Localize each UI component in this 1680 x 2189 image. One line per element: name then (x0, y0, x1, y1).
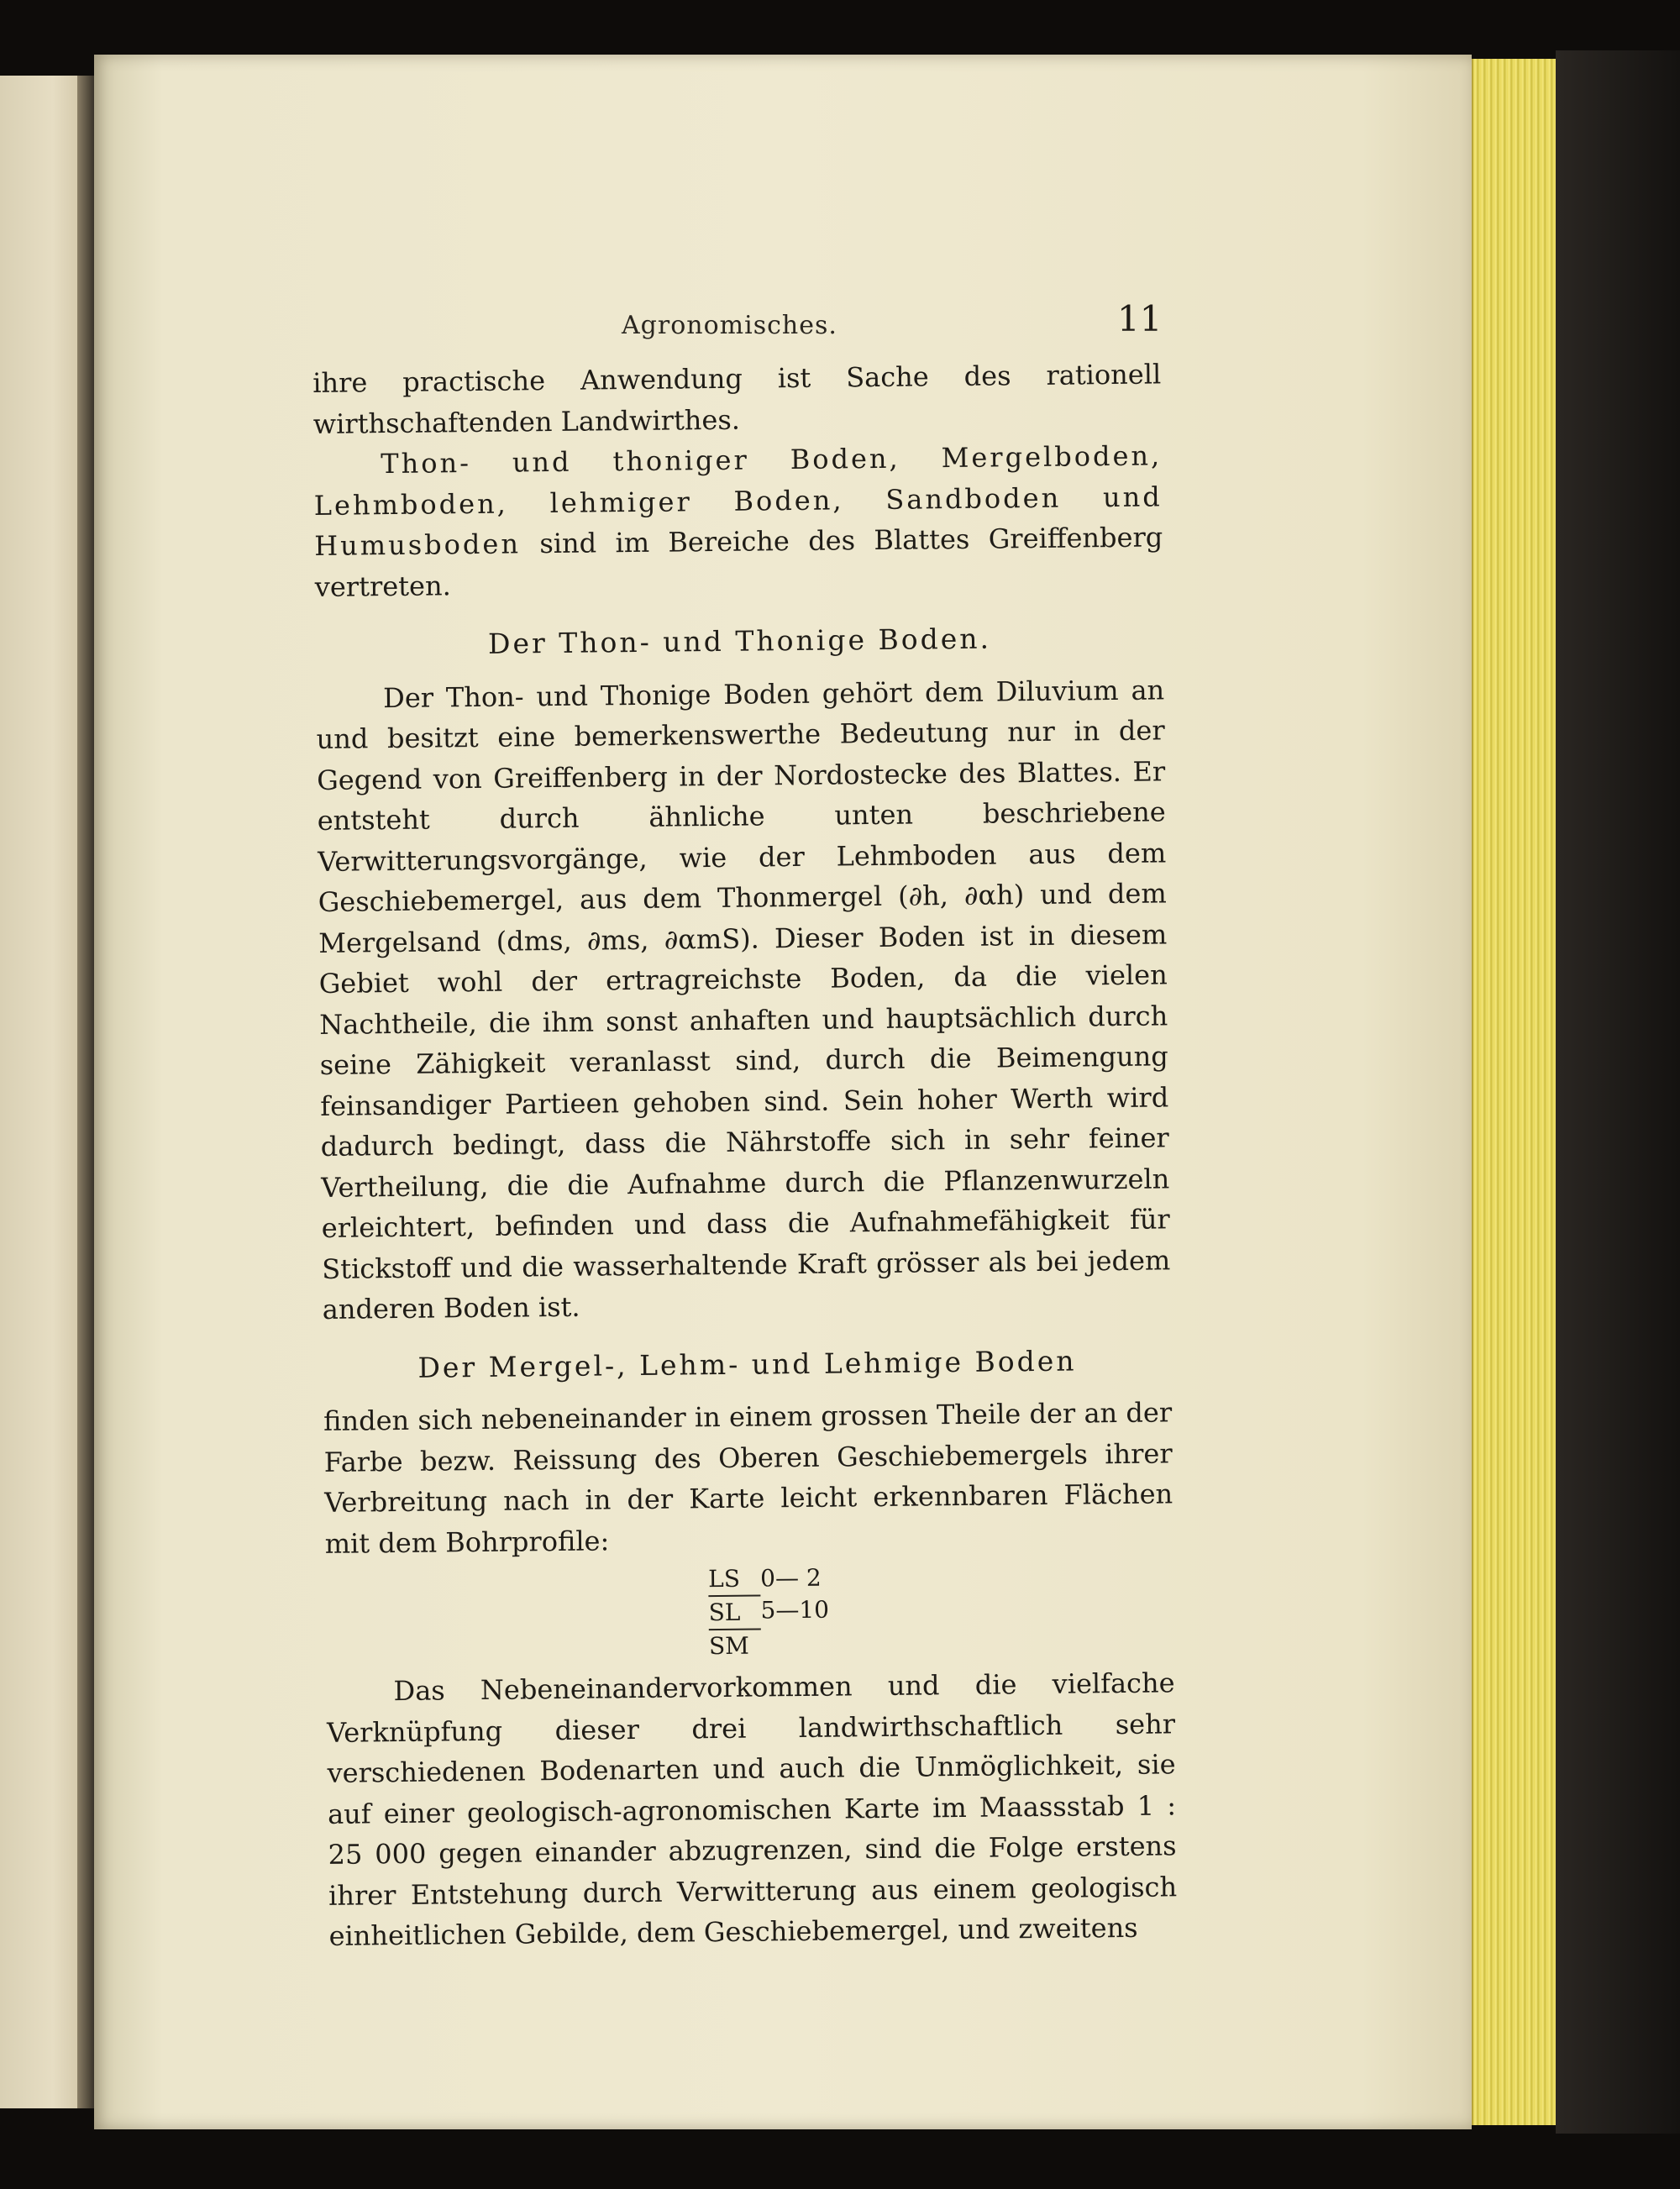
paragraph-3: Der Thon- und Thonige Boden gehört dem Diluvium an und besitzt eine bemerkenswerthe Bedeutung nur in der Gegend von Greiffenberg in der Nordostecke des Blattes. Er entsteht durch ähnliche unten beschriebene Verwitterungsvorgänge, wie der Lehmboden aus dem Geschiebemergel, aus dem Thonmergel (∂h, ∂αh) und dem Mergelsand (dms, ∂ms, ∂αmS). Dieser Boden ist in diesem Gebiet wohl der ertragreichste Boden, da die vielen Nachtheile, die ihm sonst anhaften und hauptsächlich durch seine Zähigkeit veranlasst sind, durch die Beimengung feinsandiger Partieen gehoben sind. Sein hoher Werth wird dadurch bedingt, dass die Nährstoffe sich in sehr feiner Vertheilung, die die Aufnahme durch die Pflanzenwurzeln erleichtert, befinden und dass die Aufnahmefähigkeit für Stickstoff und die wasserhaltende Kraft grösser als bei jedem anderen Boden ist. (316, 673, 1171, 1325)
paragraph-2-rest: sind im Bereiche des Blattes Greiffenberg vertreten. (314, 521, 1163, 603)
running-title: Agronomisches. (622, 311, 837, 340)
section-heading-thon: Der Thon- und Thonige Boden. (487, 622, 992, 660)
profile-row (709, 1627, 877, 1662)
paragraph-1: ihre practische Anwendung ist Sache des rationell wirthschaftenden Landwirthes. (312, 358, 1162, 440)
page-number: 11 (1117, 298, 1163, 339)
page-edges (1472, 59, 1557, 2125)
paragraph-5: Das Nebeneinandervorkommen und die vielfache Verknüpfung dieser drei landwirthschaftlich sehr verschiedenen Bodenarten und auch die Unmöglichkeit, sie auf einer geologisch-agronomischen Karte im Maassstab 1 : 25 000 gegen einander abzugrenzen, sind die Folge erstens ihrer Entstehung durch Verwitterung aus einem geologisch einheitlichen Gebilde, dem Geschiebemergel, und zweitens (326, 1667, 1178, 1952)
paragraph-2 (313, 435, 1163, 607)
soil-types-spaced: Thon- und thoniger Boden, Mergelboden, Lehmboden, lehmiger Boden, Sandboden und Humusboden (313, 439, 1163, 562)
profile-row (708, 1562, 876, 1595)
text-block (312, 354, 1178, 1956)
profile-depth: 0— 2 (760, 1563, 822, 1593)
profile-row (708, 1593, 876, 1629)
profile-code: SM (709, 1628, 761, 1662)
paragraph-4: finden sich nebeneinander in einem grossen Theile der an der Farbe bezw. Reissung des Oberen Geschiebemergels ihrer Verbreitung nach in der Karte leicht erkennbaren Flächen mit dem Bohrprofile: (323, 1396, 1173, 1560)
book-cover (1556, 50, 1680, 2134)
profile-code: SL (708, 1594, 760, 1629)
bore-profile (708, 1562, 877, 1662)
section-heading-mergel: Der Mergel-, Lehm- und Lehmige Boden (417, 1344, 1077, 1384)
book-gutter (77, 76, 94, 2108)
profile-depth: 5—10 (760, 1595, 830, 1625)
profile-code: LS (708, 1564, 741, 1593)
